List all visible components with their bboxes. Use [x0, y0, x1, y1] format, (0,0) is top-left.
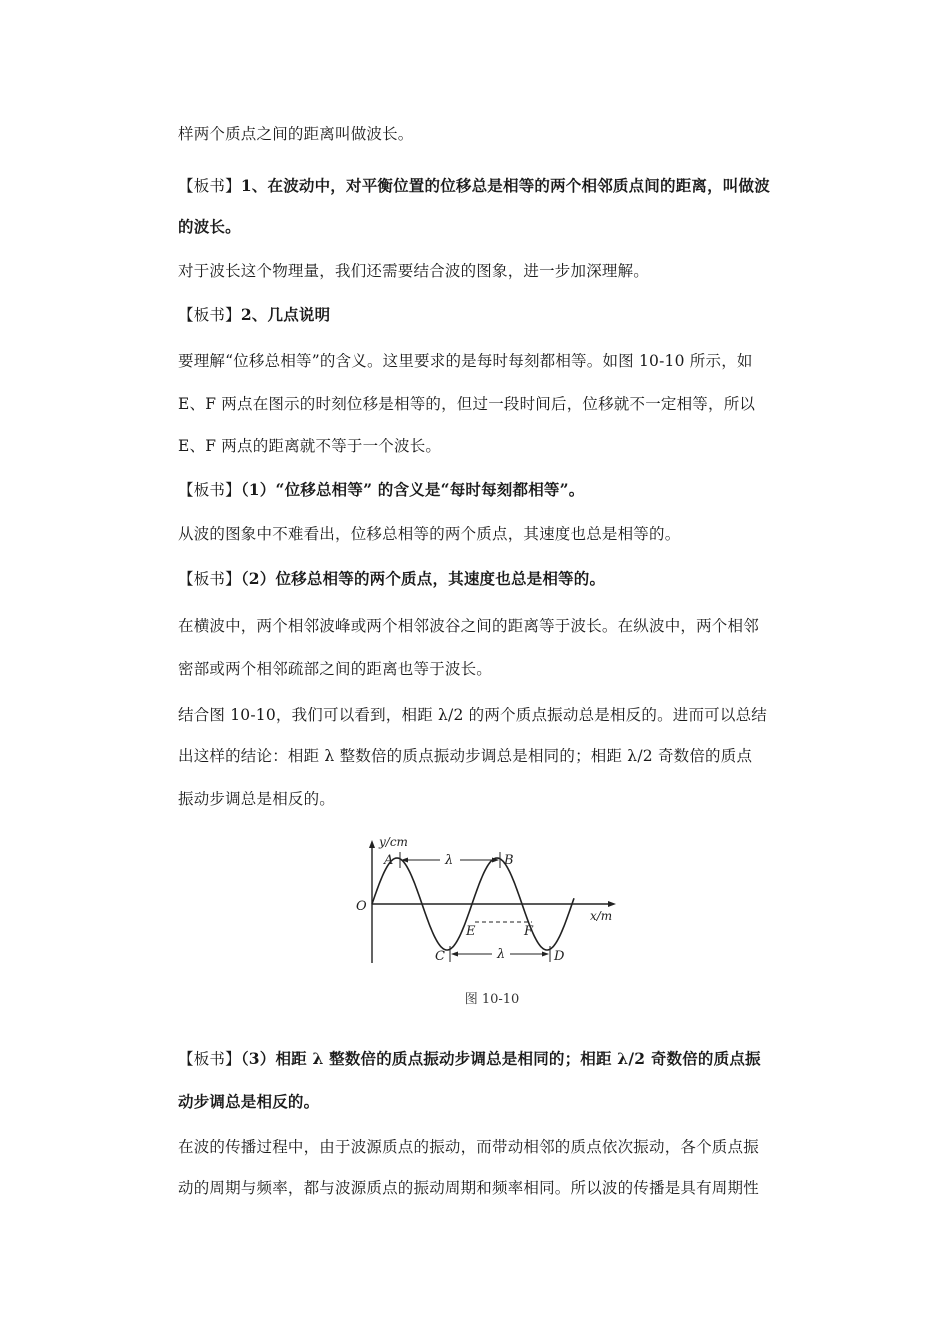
- point-label-f: F: [524, 924, 534, 939]
- blackboard-note-5: 【板书】（3）相距 λ 整数倍的质点振动步调总是相同的；相距 λ/2 奇数倍的质点振: [178, 1049, 761, 1068]
- lambda-bottom-left-arrow: [451, 952, 458, 957]
- blackboard-note-3: 【板书】（1）“位移总相等” 的含义是“每时每刻都相等”。: [178, 480, 585, 499]
- lambda-bottom-label: λ: [497, 947, 506, 962]
- paragraph-3-line-2: E、F 两点在图示的时刻位移是相等的，但过一段时间后，位移就不一定相等，所以: [178, 395, 756, 413]
- paragraph-2: 对于波长这个物理量，我们还需要结合波的图象，进一步加深理解。: [178, 262, 650, 280]
- point-label-a: A: [384, 853, 394, 868]
- paragraph-6-line-1: 结合图 10-10，我们可以看到，相距 λ/2 的两个质点振动总是相反的。进而可以总结: [178, 706, 767, 724]
- point-label-b: B: [504, 853, 514, 868]
- paragraph-6-line-3: 振动步调总是相反的。: [178, 790, 336, 808]
- wave-figure: [352, 828, 642, 978]
- paragraph-5-line-1: 在横波中，两个相邻波峰或两个相邻波谷之间的距离等于波长。在纵波中，两个相邻: [178, 617, 759, 635]
- y-axis-label: y/cm: [379, 835, 408, 849]
- blackboard-note-1: 【板书】1、在波动中，对平衡位置的位移总是相等的两个相邻质点间的距离，叫做波: [178, 176, 770, 195]
- paragraph-6-line-2: 出这样的结论：相距 λ 整数倍的质点振动步调总是相同的；相距 λ/2 奇数倍的质点: [178, 747, 753, 765]
- blackboard-note-1-cont: 的波长。: [178, 217, 241, 236]
- point-label-e: E: [466, 924, 476, 939]
- lambda-bottom-right-arrow: [542, 952, 549, 957]
- paragraph-1: 样两个质点之间的距离叫做波长。: [178, 125, 414, 143]
- x-axis-label: x/m: [590, 909, 613, 923]
- paragraph-7-line-2: 动的周期与频率，都与波源质点的振动周期和频率相同。所以波的传播是具有周期性: [178, 1179, 759, 1197]
- paragraph-5-line-2: 密部或两个相邻疏部之间的距离也等于波长。: [178, 660, 493, 678]
- point-label-c: C: [435, 949, 445, 964]
- x-axis-arrow: [608, 901, 616, 907]
- y-axis-arrow: [369, 840, 375, 848]
- blackboard-note-5-cont: 动步调总是相反的。: [178, 1092, 320, 1111]
- blackboard-note-4: 【板书】（2）位移总相等的两个质点，其速度也总是相等的。: [178, 569, 606, 588]
- blackboard-note-2: 【板书】2、几点说明: [178, 305, 331, 324]
- lambda-top-label: λ: [445, 853, 454, 868]
- paragraph-4: 从波的图象中不难看出，位移总相等的两个质点，其速度也总是相等的。: [178, 525, 681, 543]
- origin-label: O: [356, 899, 367, 914]
- paragraph-3-line-1: 要理解“位移总相等”的含义。这里要求的是每时每刻都相等。如图 10-10 所示，如: [178, 352, 753, 370]
- point-label-d: D: [554, 949, 565, 964]
- lambda-top-left-arrow: [401, 858, 408, 863]
- figure-caption: 图 10-10: [464, 992, 520, 1007]
- paragraph-3-line-3: E、F 两点的距离就不等于一个波长。: [178, 437, 442, 455]
- paragraph-7-line-1: 在波的传播过程中，由于波源质点的振动，而带动相邻的质点依次振动，各个质点振: [178, 1138, 759, 1156]
